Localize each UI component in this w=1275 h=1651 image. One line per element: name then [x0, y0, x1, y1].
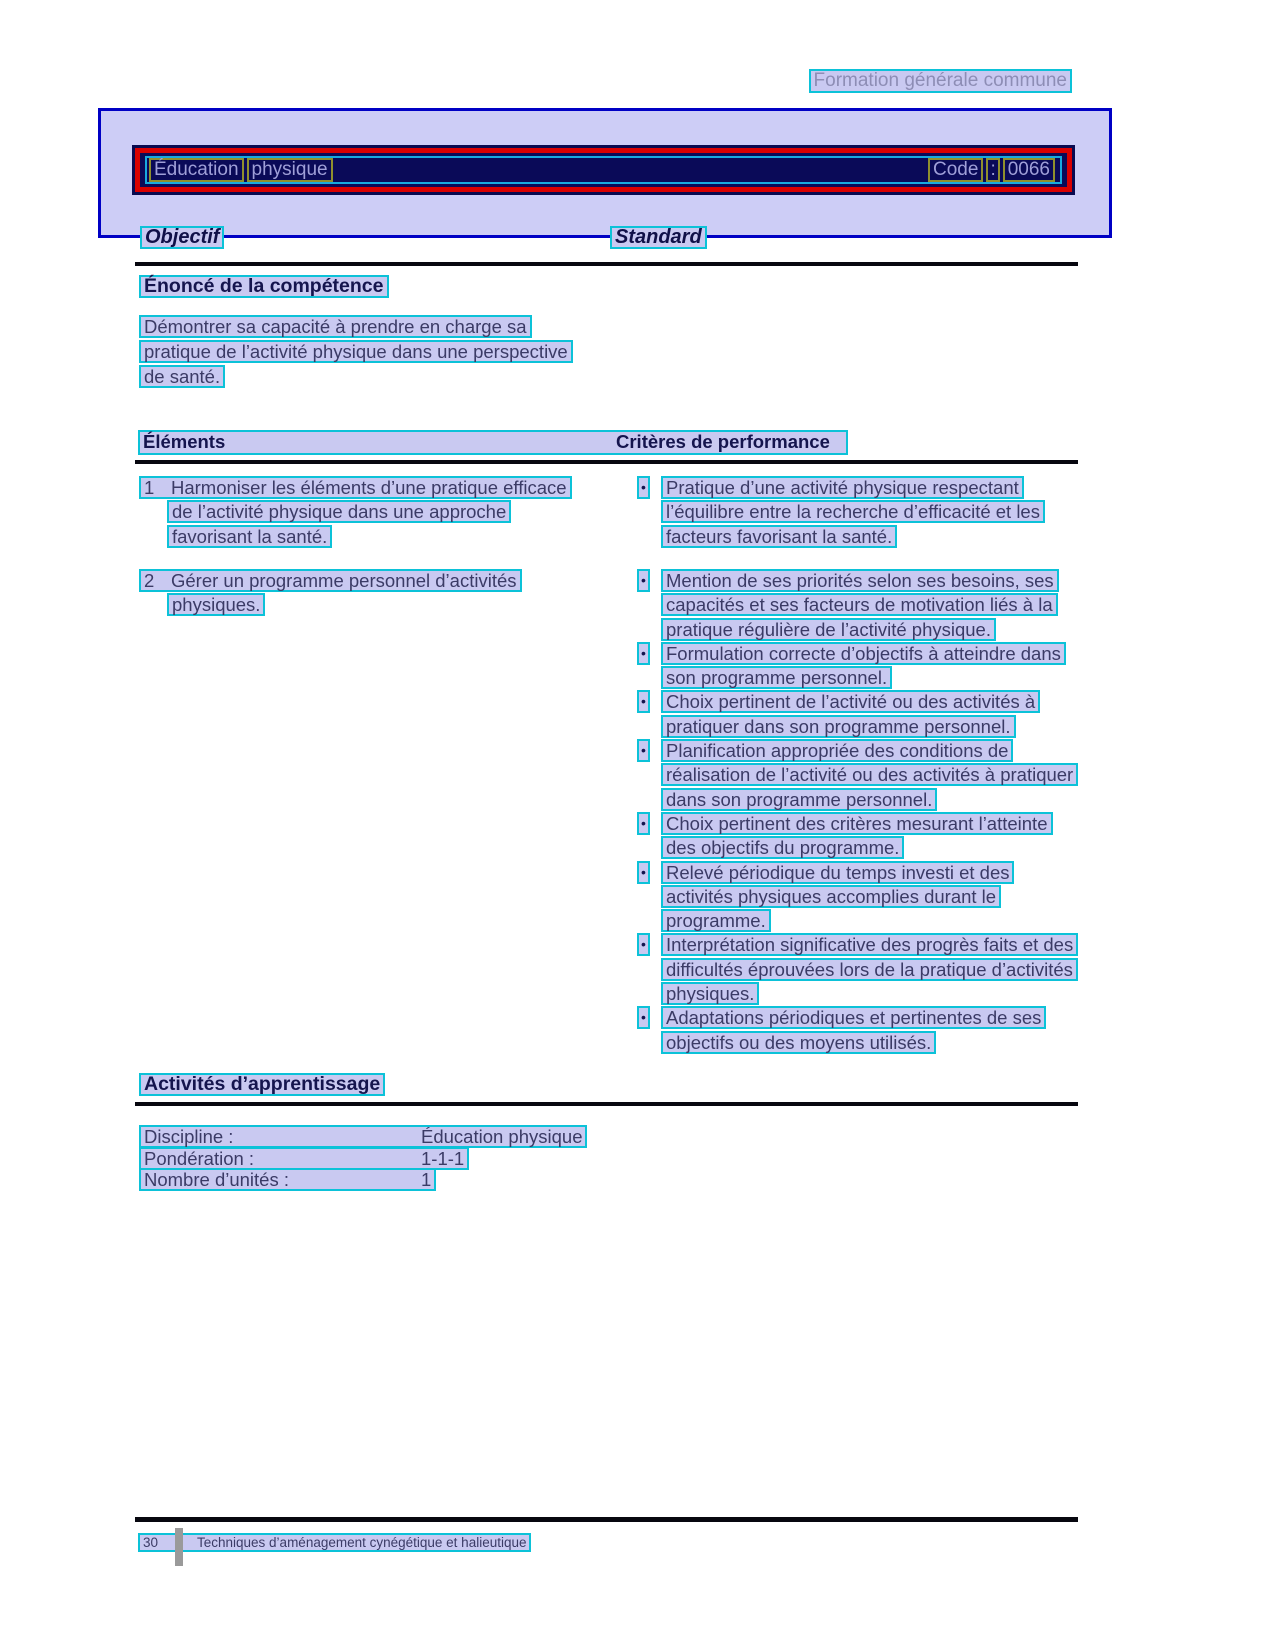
criteria-line-row [661, 885, 1078, 909]
bullet-icon: • [637, 1006, 650, 1029]
criteria-line-row [661, 500, 1045, 524]
criteria-line: activités physiques accomplies durant le [661, 885, 1001, 908]
text-line-row [167, 525, 572, 549]
enonce-paragraph [139, 315, 573, 390]
field-row [139, 1125, 587, 1147]
criteria-line-row [641, 933, 1078, 957]
criteria-line: difficultés éprouvées lors de la pratique d’activités [661, 958, 1078, 981]
criteria-line: Relevé périodique du temps investi et des [661, 861, 1014, 884]
criteria-line-row [641, 642, 1078, 666]
criteria-line-row [641, 812, 1078, 836]
element-row-1-left [139, 476, 572, 549]
text-line-row [139, 315, 573, 340]
criteria-line: pratiquer dans son programme personnel. [661, 715, 1016, 738]
criteria-line: Choix pertinent des critères mesurant l’atteinte [661, 812, 1053, 835]
column-header-standard: Standard [610, 226, 707, 249]
criteria-line: Interprétation significative des progrès faits et des [661, 933, 1078, 956]
criteria-line-row [641, 690, 1078, 714]
criteria-line: programme. [661, 909, 771, 932]
criteria-line: capacités et ses facteurs de motivation liés à la [661, 593, 1058, 616]
bullet-icon: • [637, 812, 650, 835]
criteria-line: l’équilibre entre la recherche d’efficacité et les [661, 500, 1045, 523]
text-line: physiques. [167, 593, 265, 616]
row-number: 2 [144, 570, 155, 591]
criteria-line-row [661, 1031, 1078, 1055]
criteria-line-row [661, 909, 1078, 933]
criteria-line-row [661, 525, 1045, 549]
criteria-line-row [661, 763, 1078, 787]
criteria-line-row [641, 476, 1045, 500]
table-header-criteres: Critères de performance [616, 431, 830, 452]
criteria-line-row [661, 958, 1078, 982]
text-line: pratique de l’activité physique dans une perspective [139, 340, 573, 363]
footer-rule [135, 1517, 1078, 1522]
bullet-icon: • [637, 642, 650, 665]
table-header-elements: Éléments [143, 431, 226, 452]
criteria-line-row [641, 739, 1078, 763]
text-line-row [139, 569, 522, 593]
criteria-line: Adaptations périodiques et pertinentes de ses [661, 1006, 1046, 1029]
course-header-box [98, 108, 1112, 238]
criteria-line: son programme personnel. [661, 666, 892, 689]
criteria-line-row [641, 1006, 1078, 1030]
criteria-line: Planification appropriée des conditions de [661, 739, 1013, 762]
column-header-objectif: Objectif [140, 226, 224, 249]
horizontal-rule [135, 262, 1078, 266]
field-row [139, 1147, 587, 1169]
field-value-discipline: Éducation physique [421, 1126, 583, 1147]
program-title: Techniques d’aménagement cynégétique et halieutique [197, 1535, 527, 1550]
code-separator: : [986, 158, 999, 182]
course-code [928, 158, 1058, 182]
criteria-line: facteurs favorisant la santé. [661, 525, 897, 548]
criteria-line-row [661, 715, 1078, 739]
code-value: 0066 [1003, 158, 1055, 182]
footer-separator-bar [175, 1528, 183, 1566]
field-label-ponderation: Pondération : [144, 1147, 255, 1169]
criteria-line: Mention de ses priorités selon ses besoins, ses [661, 569, 1059, 592]
criteria-line-row [661, 788, 1078, 812]
text-line: 2 Gérer un programme personnel d’activités [139, 569, 522, 592]
text-line: 1 Harmoniser les éléments d’une pratique efficace [139, 476, 572, 499]
text-line: de santé. [139, 365, 225, 388]
field-value-unites: 1 [421, 1169, 432, 1190]
running-header [809, 69, 1072, 93]
text-line: Démontrer sa capacité à prendre en charge sa [139, 315, 532, 338]
text-line-row [139, 365, 573, 390]
text-line-row [139, 476, 572, 500]
criteria-line: des objectifs du programme. [661, 836, 904, 859]
running-header-text: Formation générale commune [809, 69, 1072, 93]
course-title-word: physique [247, 158, 333, 182]
bullet-icon: • [637, 476, 650, 499]
element-row-2-criteria [641, 569, 1078, 1055]
page-footer [138, 1533, 531, 1552]
enonce-heading: Énoncé de la compétence [139, 275, 389, 298]
bullet-icon: • [637, 933, 650, 956]
horizontal-rule [135, 460, 1078, 464]
criteria-line-row [661, 982, 1078, 1006]
criteria-line-row [641, 861, 1078, 885]
code-label: Code [928, 158, 983, 182]
criteria-line-row [641, 569, 1078, 593]
field-row [139, 1168, 587, 1190]
horizontal-rule [135, 1102, 1078, 1106]
bullet-icon: • [637, 690, 650, 713]
page-number: 30 [143, 1535, 159, 1550]
row-number: 1 [144, 477, 155, 498]
text-line-row [167, 500, 572, 524]
bullet-icon: • [637, 861, 650, 884]
criteria-line-row [661, 618, 1078, 642]
criteria-line: pratique régulière de l’activité physique. [661, 618, 996, 641]
course-title-bar [135, 148, 1072, 192]
activities-fields [139, 1125, 587, 1190]
element-row-1-criteria [641, 476, 1045, 549]
criteria-line-row [661, 836, 1078, 860]
criteria-line: Formulation correcte d’objectifs à atteindre dans [661, 642, 1066, 665]
field-value-ponderation: 1-1-1 [421, 1147, 465, 1169]
field-label-discipline: Discipline : [144, 1126, 234, 1147]
bullet-icon: • [637, 569, 650, 592]
text-line: favorisant la santé. [167, 525, 332, 548]
criteria-line: Choix pertinent de l’activité ou des activités à [661, 690, 1040, 713]
course-title-word: Éducation [149, 158, 244, 182]
text-line-row [167, 593, 522, 617]
table-header-strip [138, 430, 848, 455]
bullet-icon: • [637, 739, 650, 762]
activities-heading: Activités d’apprentissage [139, 1073, 385, 1096]
criteria-line-row [661, 666, 1078, 690]
criteria-line: dans son programme personnel. [661, 788, 937, 811]
criteria-line: réalisation de l’activité ou des activités à pratiquer [661, 763, 1078, 786]
text-line-row [139, 340, 573, 365]
criteria-line: objectifs ou des moyens utilisés. [661, 1031, 936, 1054]
text-line: de l’activité physique dans une approche [167, 500, 511, 523]
criteria-line: physiques. [661, 982, 759, 1005]
element-row-2-left [139, 569, 522, 618]
criteria-line: Pratique d’une activité physique respectant [661, 476, 1024, 499]
field-label-unites: Nombre d’unités : [144, 1169, 289, 1190]
ocr-line-box [145, 156, 1062, 184]
criteria-line-row [661, 593, 1078, 617]
